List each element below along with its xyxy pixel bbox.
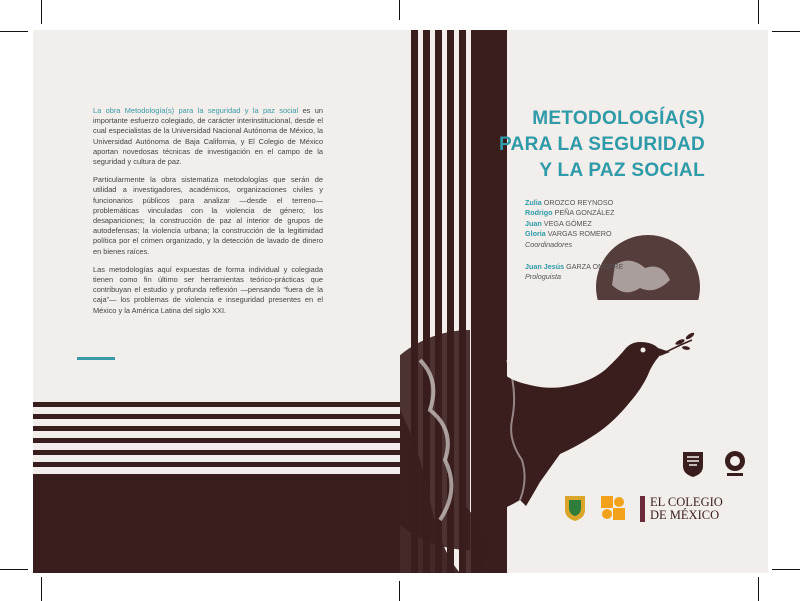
- prologue-role: Prologuista: [525, 272, 561, 282]
- unam-shield-icon: [680, 450, 706, 478]
- unam-shield-logo: [680, 450, 706, 478]
- title-line-2: PARA LA SEGURIDAD: [498, 134, 705, 155]
- spine-mark: [399, 0, 400, 20]
- book-cover-sheet: [33, 30, 768, 573]
- colmex-logo: [650, 496, 723, 522]
- dove: [475, 331, 695, 510]
- author-1: Zulia OROZCO REYNOSO: [525, 198, 614, 207]
- author-2: Rodrigo PEÑA GONZÁLEZ: [525, 208, 615, 218]
- stripe: [33, 438, 400, 443]
- dark-band: [33, 474, 400, 573]
- blurb-paragraph-2: Particularmente la obra sistematiza metodologías que serán de utilidad a investigadores, académicos, organizaciones civiles y funcionarios públicos para analizar —desde el terreno— problemáticas vinculadas con la violencia de género; los desapariciones; la construcción de paz al interior de grupos de autodefensas; la violencia urbana; la construcción de la legitimidad política por el crimen organizado, y la detección de lavado de dinero en bienes raíces.: [93, 175, 323, 256]
- coordinators-label: Coordinadores: [525, 239, 573, 249]
- crop-mark: [0, 31, 28, 32]
- blurb-lead: La obra Metodología(s) para la seguridad y la paz social: [93, 106, 299, 115]
- stripe: [33, 450, 400, 455]
- uabc-shield-logo: [563, 494, 587, 522]
- stripe: [33, 426, 400, 431]
- crop-mark: [41, 577, 42, 601]
- back-cover: [33, 30, 400, 573]
- title-line-3: Y LA PAZ SOCIAL: [539, 160, 705, 181]
- colmex-line-1: EL COLEGIO: [650, 495, 723, 509]
- iij-emblem-icon: [599, 494, 627, 522]
- prologue-author: Juan Jesús GARZA ONOFRE: [525, 262, 624, 272]
- crop-mark: [772, 31, 800, 32]
- colmex-bar: [640, 496, 645, 522]
- accent-line: [77, 357, 115, 360]
- blurb-paragraph-1: [93, 106, 323, 167]
- author-3: Juan VEGA GÓMEZ: [525, 218, 592, 228]
- book-title: [499, 106, 705, 184]
- blurb-text: es un importante esfuerzo colegiado, de carácter interinstitucional, desde el cual especialistas de la Universidad Nacional Autónoma de México, la Universidad Autónoma de Baja California, y El Colegio de México aportan novedosas técnicas de investigación en el campo de la seguridad y cultura de paz.: [93, 106, 323, 167]
- stripe: [33, 462, 400, 467]
- title-line-1: METODOLOGÍA(S): [532, 108, 705, 129]
- crop-mark: [0, 569, 28, 570]
- crop-mark: [758, 577, 759, 601]
- front-cover: [400, 30, 768, 573]
- crop-mark: [758, 0, 759, 24]
- crop-mark: [41, 0, 42, 24]
- crop-mark: [772, 569, 800, 570]
- uabc-emblem-icon: [722, 450, 748, 478]
- iij-logo: [599, 494, 627, 522]
- spine-mark: [399, 581, 400, 601]
- uabc-logo: [722, 450, 748, 478]
- back-cover-blurb: [93, 106, 323, 324]
- stripe: [33, 402, 400, 407]
- blurb-paragraph-3: Las metodologías aquí expuestas de forma individual y colegiada tienen como fin último ser herramientas teórico-prácticas que contribuyan el estudio y profunda reflexión —pensando “fuera de la caja”— los problemas de violencia e inseguridad presentes en el México y la América Latina del siglo XXI.: [93, 264, 323, 315]
- colmex-line-2: DE MÉXICO: [650, 508, 720, 522]
- authors-block: [525, 198, 623, 283]
- stripe: [33, 414, 400, 419]
- shield-icon: [563, 494, 587, 522]
- author-4: Gloria VARGAS ROMERO: [525, 229, 612, 239]
